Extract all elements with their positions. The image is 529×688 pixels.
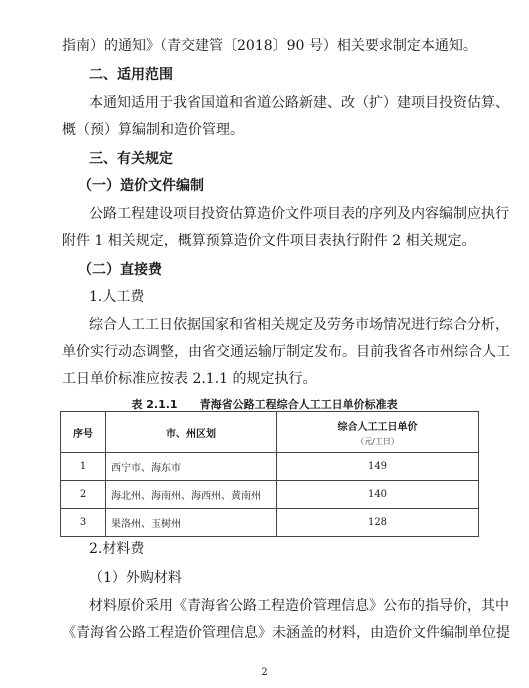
row-rate: 128 bbox=[277, 509, 479, 537]
paragraph-line-materials-2: 《青海省公路工程造价管理信息》未涵盖的材料，由造价文件编制单位提 bbox=[62, 625, 510, 641]
labor-rate-table bbox=[60, 411, 479, 537]
table-row bbox=[61, 453, 479, 481]
page-number: 2 bbox=[261, 667, 268, 678]
section-heading-provisions: 三、有关规定 bbox=[89, 151, 173, 167]
header-rate-label: 综合人工工日单价 bbox=[337, 421, 418, 433]
header-rate bbox=[277, 412, 479, 453]
paragraph-line-materials-1: 材料原价采用《青海省公路工程造价管理信息》公布的指导价，其中 bbox=[89, 598, 509, 614]
paragraph-line-scope-2: 概（预）算编制和造价管理。 bbox=[62, 122, 244, 138]
row-region: 海北州、海南州、海西州、黄南州 bbox=[106, 481, 277, 509]
header-region: 市、州区划 bbox=[106, 412, 277, 453]
row-rate: 140 bbox=[277, 481, 479, 509]
paragraph-line-docs-1: 公路工程建设项目投资估算造价文件项目表的序列及内容编制应执行 bbox=[89, 206, 509, 222]
paragraph-line-docs-2: 附件 1 相关规定，概算预算造价文件项目表执行附件 2 相关规定。 bbox=[62, 233, 476, 249]
table-caption: 表 2.1.1 青海省公路工程综合人工工日单价标准表 bbox=[131, 398, 398, 411]
row-region: 果洛州、玉树州 bbox=[106, 509, 277, 537]
subsection-heading-cost-documents: （一）造价文件编制 bbox=[78, 178, 204, 194]
paragraph-line-labor-2: 单价实行动态调整，由省交通运输厅制定发布。目前我省各市州综合人工 bbox=[62, 344, 510, 360]
row-no: 2 bbox=[61, 481, 106, 509]
paragraph-line-1: 指南）的通知》（青交建管〔2018〕90 号）相关要求制定本通知。 bbox=[62, 38, 477, 54]
header-no: 序号 bbox=[61, 412, 106, 453]
row-region: 西宁市、海东市 bbox=[106, 453, 277, 481]
header-rate-unit: （元/工日） bbox=[356, 436, 399, 446]
table-header-row bbox=[61, 412, 479, 453]
item-heading-labor-cost: 1.人工费 bbox=[89, 289, 145, 305]
table-row bbox=[61, 481, 479, 509]
subitem-heading-purchased-materials: （1）外购材料 bbox=[89, 570, 182, 586]
row-no: 1 bbox=[61, 453, 106, 481]
table-row bbox=[61, 509, 479, 537]
item-heading-material-cost: 2.材料费 bbox=[89, 541, 145, 557]
row-rate: 149 bbox=[277, 453, 479, 481]
paragraph-line-scope-1: 本通知适用于我省国道和省道公路新建、改（扩）建项目投资估算、 bbox=[89, 95, 509, 111]
paragraph-line-labor-3: 工日单价标准应按表 2.1.1 的规定执行。 bbox=[62, 371, 317, 387]
paragraph-line-labor-1: 综合人工工日依据国家和省相关规定及劳务市场情况进行综合分析， bbox=[89, 317, 509, 333]
row-no: 3 bbox=[61, 509, 106, 537]
subsection-heading-direct-cost: （二）直接费 bbox=[78, 262, 162, 278]
section-heading-scope: 二、适用范围 bbox=[89, 67, 173, 83]
